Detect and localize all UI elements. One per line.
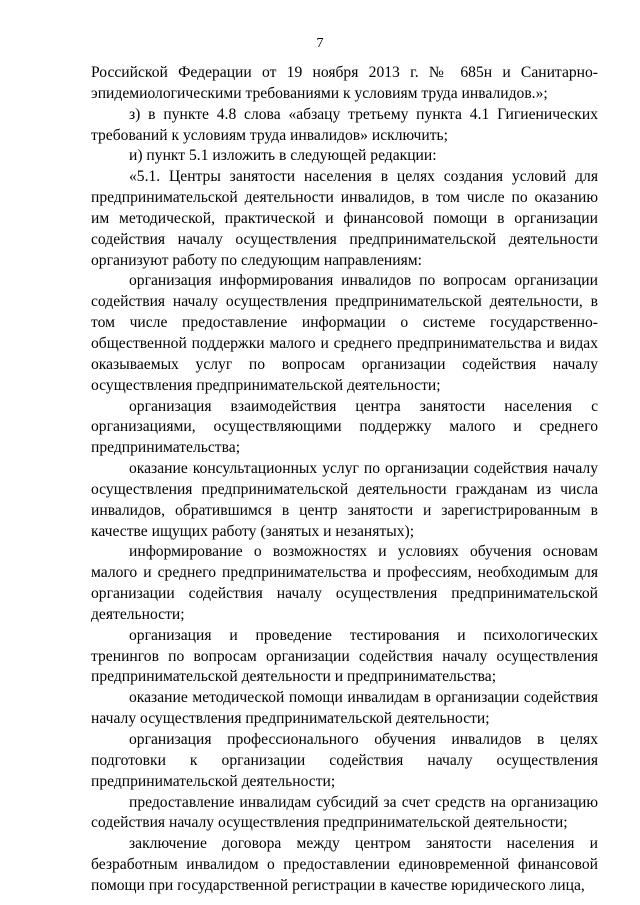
paragraph-direction: оказание методической помощи инвалидам в организации содействия началу осуществления предпринимательской деятельности; [91,689,598,728]
document-body [91,63,598,897]
paragraph-direction: предоставление инвалидам субсидий за счет средств на организацию содействия началу осуществления предпринимательской деятельности; [91,793,598,832]
paragraph-direction: организация информирования инвалидов по вопросам организации содействия началу осуществления предпринимательской деятельности, в том числе предоставление информации о системе государственно-общественной поддержки малого и среднего предпринимательства и видах оказываемых услуг по вопросам организации содействия началу осуществления предпринимательской деятельности; [91,272,598,394]
paragraph-direction: информирование о возможностях и условиях обучения основам малого и среднего предпринимательства и профессиям, необходимым для организации содействия началу осуществления предпринимательской деятельности; [91,543,598,623]
page-number: 7 [316,36,324,51]
paragraph-direction: организация и проведение тестирования и психологических тренингов по вопросам организации содействия началу осуществления предпринимательской деятельности и предпринимательства; [91,626,598,686]
paragraph-item-i: и) пункт 5.1 изложить в следующей редакции: [129,147,437,165]
paragraph-clause-5-1: «5.1. Центры занятости населения в целях создания условий для предпринимательской деятельности инвалидов, в том числе по оказанию им методической, практической и финансовой помощи в организации содействия началу осуществления предпринимательской деятельности организуют работу по следующим направлениям: [91,168,598,269]
paragraph-direction: заключение договора между центром занятости населения и безработным инвалидом о предоставлении единовременной финансовой помощи при государственной регистрации в качестве юридического лица, [91,835,598,894]
paragraph-direction: организация взаимодействия центра занятости населения с организациями, осуществляющими поддержку малого и среднего предпринимательства; [91,397,598,457]
paragraph-direction: оказание консультационных услуг по организации содействия началу осуществления предпринимательской деятельности гражданам из числа инвалидов, обратившимся в центр занятости и зарегистрированным в качестве ищущих работу (занятых и незанятых); [91,460,598,540]
paragraph-continuation: Российской Федерации от 19 ноября 2013 г. № 685н и Санитарно-эпидемиологическими требованиями к условиям труда инвалидов.»; [91,64,598,102]
paragraph-item-z: з) в пункте 4.8 слова «абзацу третьему пункта 4.1 Гигиенических требований к условиям труда инвалидов» исключить; [91,105,598,144]
paragraph-direction: организация профессионального обучения инвалидов в целях подготовки к организации содействия началу осуществления предпринимательской деятельности; [91,731,598,790]
